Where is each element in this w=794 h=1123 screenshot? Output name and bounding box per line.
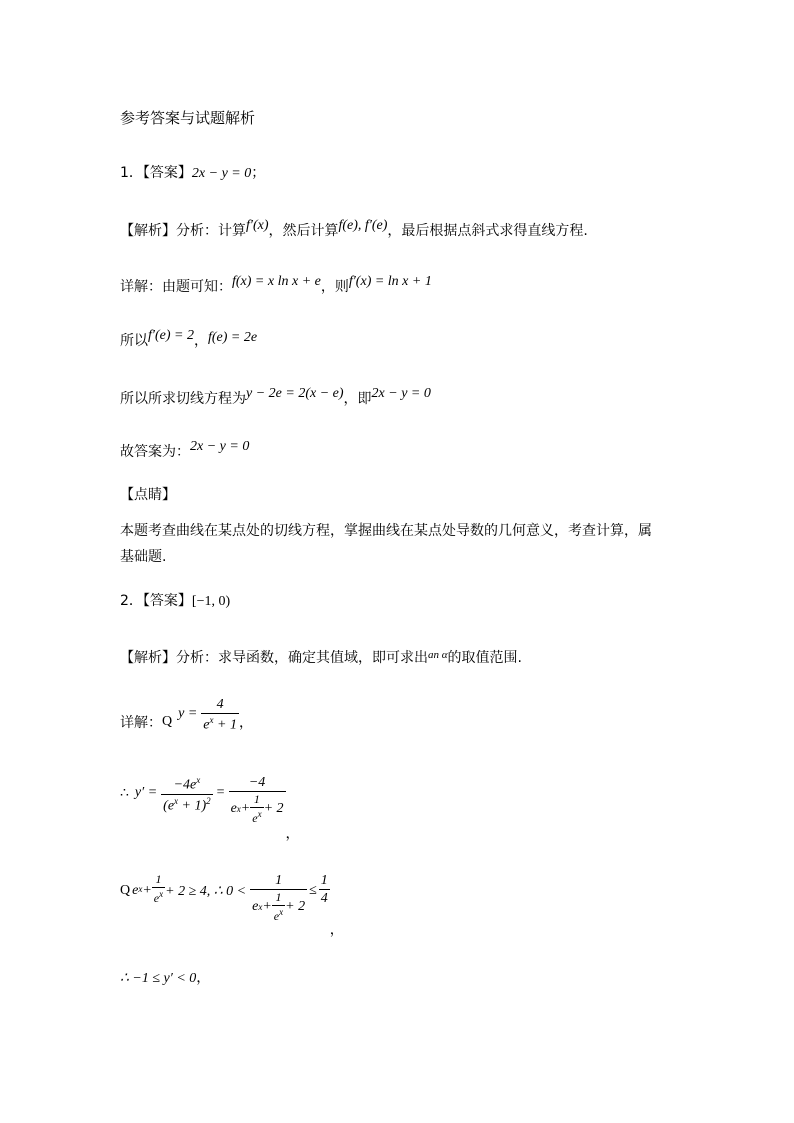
q1-tangent-math-2: 2x − y = 0 [371,386,431,401]
q2-derivative-den-1-base: (e [163,798,175,814]
q2-inequality-lhs-base: e [132,883,139,899]
q2-inequality-big-den-tail: + 2 [285,899,306,915]
q2-detail-text: 详解： [120,715,162,732]
q2-derivative-num-1-base: −4e [173,777,197,793]
q2-detail-den-base: e [203,717,210,733]
q2-inequality-big-inner-den-base: e [273,908,280,923]
q1-so-line [120,330,257,350]
q2-inequality-big-den [250,889,307,924]
q2-inequality-lhs-den [152,887,165,906]
q2-detail-den-tail: + 1 [213,717,237,733]
q2-analysis-suffix: 的取值范围. [447,650,522,666]
q2-inequality-big-inner-num: 1 [275,890,282,905]
q2-derivative-den-2-exp: x [236,804,241,815]
q2-inequality-lhs-den-base: e [153,890,160,905]
q2-derivative-den-1-exp: x [174,795,179,806]
q1-analysis-text: 【解析】分析：计算 [120,223,246,239]
q2-derivative-inner-den [250,807,263,826]
q2-inequality-lhs-tail: + 2 ≥ 4, ∴ 0 < [165,883,247,899]
q1-tangent-line [120,388,431,408]
q2-derivative-den-2-base: e [230,801,237,817]
q2-inequality-big-den-plus: + [262,899,272,915]
q2-inequality-quarter-num: 1 [320,873,328,888]
q2-derivative-den-1-square: 2 [206,795,211,806]
q2-derivative-comma: ， [285,826,300,842]
q2-range-math: ∴ −1 ≤ y′ < 0 [120,971,197,986]
q1-comment-title: 【点睛】 [120,487,176,503]
q1-detail-mid: ，则 [320,279,349,295]
q1-analysis-suffix: ，最后根据点斜式求得直线方程. [387,223,588,239]
q1-detail-text: 详解：由题可知： [120,279,232,295]
q2-because-symbol: Q [162,714,173,730]
q2-derivative-den-2-plus: + [240,801,251,817]
q2-answer-math: [−1, 0) [191,594,231,609]
q1-analysis-mid: ，然后计算 [268,223,339,239]
q1-detail-math-1: f(x) = x ln x + e [232,274,321,289]
q1-so-text: 所以 [120,333,148,349]
q2-answer-line [120,590,230,610]
q2-inequality-big-num: 1 [275,873,283,888]
q2-analysis-line [120,647,522,667]
q2-derivative-inner-den-base: e [252,810,258,825]
q2-inequality-big-inner-den [272,905,285,924]
q2-analysis-math: an α [428,649,448,661]
q1-analysis-math-2: f(e), f′(e) [338,218,388,233]
q2-inequality-lhs-num: 1 [155,872,162,886]
q2-inequality-lhs-plus: + [142,883,152,899]
q2-inequality-big-inner-den-exp: x [279,906,284,917]
q2-inequality-lhs [132,873,250,906]
q2-derivative-num-2: −4 [248,775,266,790]
q2-derivative-den-1-tail: + 1) [178,798,207,814]
q2-derivative-inner-num: 1 [253,792,260,807]
q2-analysis-text: 【解析】分析：求导函数，确定其值域，即可求出 [120,650,428,666]
q1-tangent-text: 所以所求切线方程为 [120,391,246,407]
q2-detail-lhs: y = [178,706,198,722]
q2-inequality-lhs-den-exp: x [159,888,164,899]
q2-derivative-den-2 [229,791,286,826]
q2-derivative-fraction-2 [229,775,286,826]
q1-analysis-line [120,220,588,240]
q1-detail-line [120,276,432,296]
q1-tangent-mid: ，即 [343,391,372,407]
q2-derivative-lhs: y′ = [134,785,158,800]
q2-detail-den-exp: x [209,715,214,726]
q1-final-text: 故答案为： [120,444,190,460]
q2-detail-comma: ， [238,715,253,732]
q2-inequality-le: ≤ [309,883,317,898]
page-title: 参考答案与试题解析 [120,109,256,127]
q2-derivative-inner-den-exp: x [257,808,262,819]
q1-answer-line [120,162,265,182]
q2-derivative-den-2-tail: + 2 [263,801,284,817]
q1-so-math-2: f(e) = 2e [207,330,258,345]
q1-comment-line-1: 本题考查曲线在某点处的切线方程，掌握曲线在某点处导数的几何意义，考查计算，属 [120,523,652,539]
q2-inequality-quarter-den: 4 [320,891,328,907]
q1-comment-line-2: 基础题. [120,549,167,565]
q2-detail-line [120,697,253,734]
q2-inequality-because-symbol: Q [120,883,131,898]
q2-derivative-inner-fraction [250,793,263,826]
q2-detail-denominator [201,713,239,734]
q1-detail-math-2: f′(x) = ln x + 1 [348,274,432,289]
q2-inequality-big-den-base: e [252,899,259,915]
q1-so-math-1: f′(e) = 2 [148,328,194,343]
q2-derivative-den-1 [161,794,213,815]
q2-inequality-quarter-fraction [319,873,330,907]
q2-detail-numerator: 4 [216,697,224,712]
q1-answer-suffix: ； [251,165,266,181]
q1-tangent-math-1: y − 2e = 2(x − e) [246,386,344,401]
q2-inequality-lhs-fraction [152,873,165,906]
q1-final-math: 2x − y = 0 [190,439,250,454]
q2-therefore-symbol: ∴ [120,786,129,801]
q2-derivative-fraction-1 [161,775,213,815]
q2-derivative-equals: = [216,785,225,800]
q1-answer-math: 2x − y = 0 [191,166,252,181]
q2-derivative-line [120,775,300,843]
q2-inequality-big-fraction [250,873,307,924]
q2-inequality-big-inner-fraction [272,891,285,924]
q2-range-comma: ， [196,970,211,986]
q2-derivative-num-1 [172,775,203,794]
q2-inequality-big-den-exp: x [258,902,263,913]
q2-inequality-line [120,873,344,939]
q2-range-line [120,967,210,987]
q1-analysis-math-1: f′(x) [246,218,269,233]
q2-detail-fraction [201,697,239,734]
q1-answer-label: 1．【答案】 [120,165,192,181]
q2-inequality-comma: ， [329,922,344,938]
q2-derivative-num-1-exp: x [196,775,201,785]
q1-so-mid: ， [193,333,208,349]
q1-final-line [120,441,249,461]
q2-answer-label: 2．【答案】 [120,593,192,609]
q2-inequality-lhs-exp: x [138,884,143,895]
